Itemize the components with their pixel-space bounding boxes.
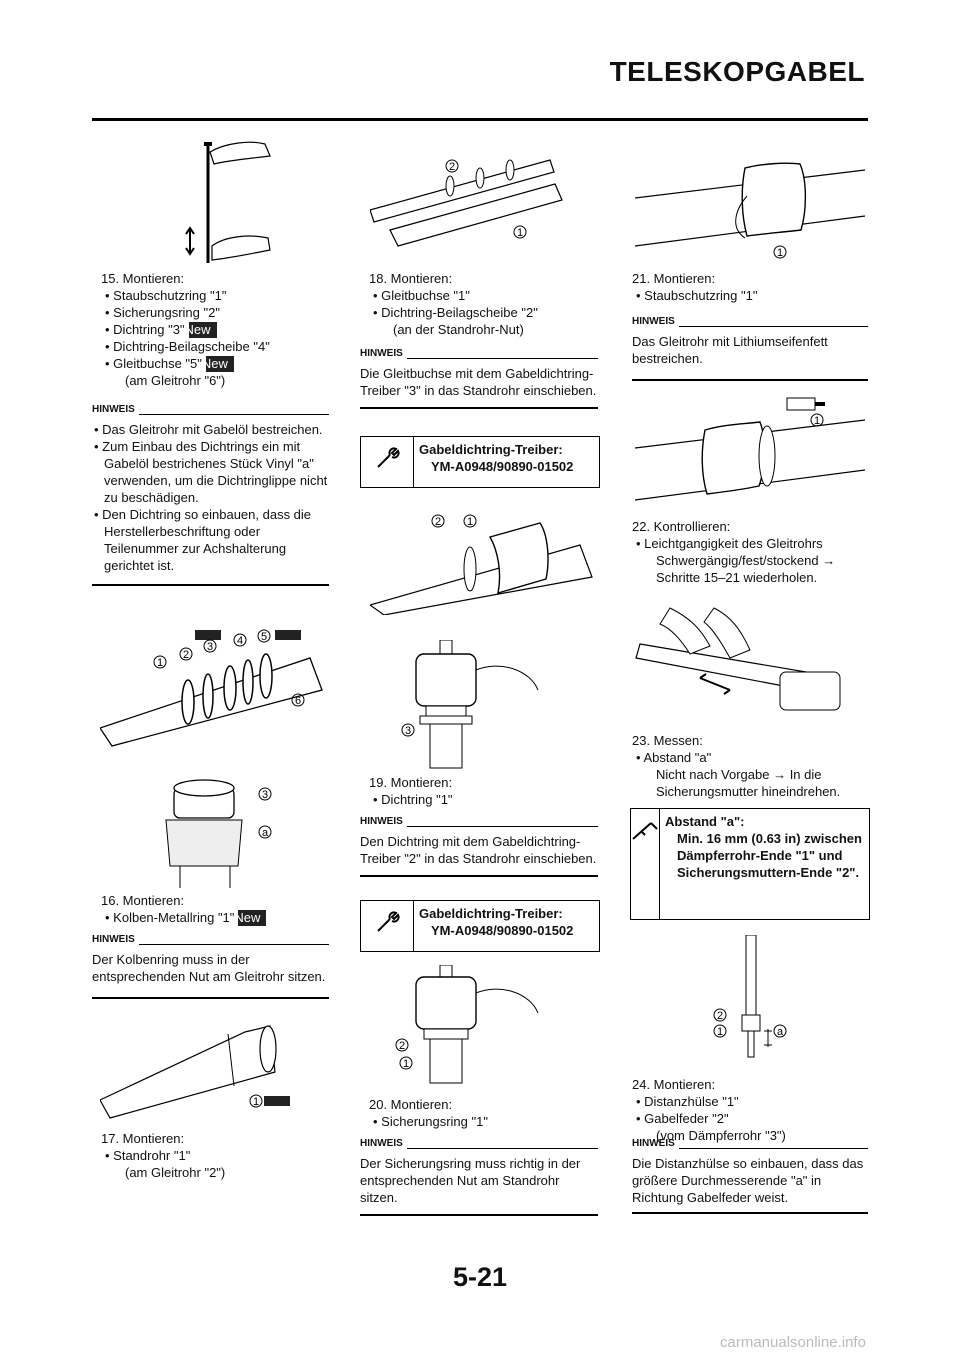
callout-3: 3	[206, 641, 214, 653]
step-item	[101, 321, 331, 338]
page-title: TELESKOPGABEL	[609, 56, 865, 87]
callout-1: 1	[716, 1026, 724, 1038]
callout-1: 1	[466, 516, 474, 528]
step-cont: (am Gleitrohr "2")	[125, 1165, 226, 1180]
step-22	[632, 518, 862, 586]
note-15	[92, 404, 329, 586]
callout-5: 5	[260, 631, 268, 643]
step-item: • Sicherungsring "2"	[101, 304, 331, 321]
step-cont: (vom Dämpferrohr "3")	[656, 1128, 786, 1143]
step-title: 20. Montieren:	[369, 1097, 453, 1112]
item-text: Kolben-Metallring "1"	[113, 910, 235, 925]
spec-tool-1	[360, 436, 600, 488]
header-rule	[92, 118, 868, 121]
figure-driver-2	[390, 965, 540, 1085]
step-cont: (an der Standrohr-Nut)	[393, 322, 524, 337]
step-title: 19. Montieren:	[369, 775, 453, 790]
spec-value: Min. 16 mm (0.63 in) zwischen Dämpferrohr-Ende "1" und Sicherungsmuttern-Ende "2".	[677, 831, 862, 880]
note-label: HINWEIS	[92, 934, 135, 945]
figure-gleitbuchse	[370, 150, 570, 250]
step-17	[101, 1130, 331, 1181]
step-item: • Staubschutzring "1"	[101, 287, 331, 304]
figure-grease	[635, 390, 865, 510]
note-24	[632, 1138, 868, 1214]
note-bullet: • Das Gleitrohr mit Gabelöl bestreichen.	[92, 421, 329, 438]
note-19	[360, 816, 598, 877]
wrench-icon	[374, 445, 400, 476]
step-title: 24. Montieren:	[632, 1077, 716, 1092]
step-item: • Dichtring-Beilagscheibe "2"	[369, 304, 599, 321]
callout-1: 1	[156, 657, 164, 669]
new-badge: New	[206, 356, 234, 372]
item-text: Dichtring "3"	[113, 322, 185, 337]
step-item: • Gleitbuchse "1"	[369, 287, 599, 304]
note-label: HINWEIS	[360, 348, 403, 359]
step-item: • Dichtring-Beilagscheibe "4"	[101, 338, 331, 355]
footer-url: carmanualsonline.info	[720, 1334, 866, 1351]
figure-gleitbuchse-install	[370, 505, 600, 615]
step-item: • Standrohr "1"	[101, 1147, 331, 1164]
wrench-icon	[374, 909, 400, 940]
note-label: HINWEIS	[92, 404, 135, 415]
callout-a: a	[776, 1026, 784, 1038]
callout-1: 1	[402, 1058, 410, 1070]
step-title: 22. Kontrollieren:	[632, 519, 731, 534]
callout-2: 2	[716, 1010, 724, 1022]
figure-vinyl-seal	[160, 770, 290, 890]
step-cont: Schwergängig/fest/stockend → Schritte 15–21 wiederholen.	[656, 553, 836, 585]
note-text: Die Distanzhülse so einbauen, dass das größere Durchmesserende "a" in Richtung Gabelfeder weist.	[632, 1156, 864, 1205]
note-text: Der Sicherungsring muss richtig in der entsprechenden Nut am Standrohr sitzen.	[360, 1156, 581, 1205]
step-19	[369, 774, 599, 808]
note-label: HINWEIS	[360, 1138, 403, 1149]
step-title: 15. Montieren:	[101, 271, 185, 286]
new-badge: New	[238, 910, 266, 926]
step-23	[632, 732, 862, 800]
new-badge: New	[189, 322, 217, 338]
figure-measure	[690, 935, 810, 1065]
callout-2: 2	[434, 516, 442, 528]
page-number: 5-21	[452, 1262, 508, 1292]
step-item: • Leichtgangigkeit des Gleitrohrs	[632, 535, 862, 552]
step-title: 18. Montieren:	[369, 271, 453, 286]
callout-2: 2	[182, 649, 190, 661]
callout-1: 1	[813, 415, 821, 427]
figure-fork-insert	[170, 138, 280, 266]
spec-title: Abstand "a":	[665, 814, 745, 829]
step-21	[632, 270, 862, 304]
callout-6: 6	[294, 695, 302, 707]
note-bullet: • Zum Einbau des Dichtrings ein mit Gabelöl bestrichenes Stück Vinyl "a" verwenden, um die Dichtringlippe nicht zu beschädigen.	[92, 438, 329, 506]
note-21	[632, 316, 868, 381]
note-bullet: • Den Dichtring so einbauen, dass die Herstellerbeschriftung oder Teilenummer zur Achshalterung gerichtet ist.	[92, 506, 329, 574]
spec-title: Gabeldichtring-Treiber:	[419, 442, 563, 457]
callout-3: 3	[261, 789, 269, 801]
step-item: • Abstand "a"	[632, 749, 862, 766]
note-text: Der Kolbenring muss in der entsprechenden Nut am Gleitrohr sitzen.	[92, 952, 326, 984]
spec-value: YM-A0948/90890-01502	[431, 923, 574, 938]
callout-1: 1	[252, 1096, 260, 1108]
step-20	[369, 1096, 599, 1130]
note-label: HINWEIS	[360, 816, 403, 827]
step-item: • Sicherungsring "1"	[369, 1113, 599, 1130]
note-text: Den Dichtring mit dem Gabeldichtring-Treiber "2" in das Standrohr einschieben.	[360, 834, 597, 866]
step-16	[101, 892, 331, 926]
step-item: • Gabelfeder "2"	[632, 1110, 862, 1127]
figure-seal-parts	[100, 620, 330, 750]
spec-abstand	[630, 808, 870, 920]
note-text: Die Gleitbuchse mit dem Gabeldichtring-Treiber "3" in das Standrohr einschieben.	[360, 366, 597, 398]
callout-a: a	[261, 827, 269, 839]
callout-4: 4	[236, 635, 244, 647]
callout-2: 2	[398, 1040, 406, 1052]
step-item: • Distanzhülse "1"	[632, 1093, 862, 1110]
caliper-icon	[631, 817, 659, 848]
callout-3: 3	[404, 725, 412, 737]
note-18	[360, 348, 598, 409]
spec-value: YM-A0948/90890-01502	[431, 459, 574, 474]
step-title: 23. Messen:	[632, 733, 703, 748]
figure-standrohr	[100, 1010, 300, 1120]
note-label: HINWEIS	[632, 1138, 675, 1149]
step-title: 17. Montieren:	[101, 1131, 185, 1146]
note-text: Das Gleitrohr mit Lithiumseifenfett bestreichen.	[632, 334, 828, 366]
figure-check-smooth	[630, 598, 870, 718]
step-item: • Staubschutzring "1"	[632, 287, 862, 304]
step-cont: Nicht nach Vorgabe → In die Sicherungsmutter hineindrehen.	[656, 767, 841, 799]
step-title: 21. Montieren:	[632, 271, 716, 286]
spec-title: Gabeldichtring-Treiber:	[419, 906, 563, 921]
figure-driver-1	[390, 640, 540, 770]
step-item	[101, 355, 331, 372]
step-15	[101, 270, 331, 389]
callout-1: 1	[516, 227, 524, 239]
note-label: HINWEIS	[632, 316, 675, 327]
spec-tool-2	[360, 900, 600, 952]
step-18	[369, 270, 599, 338]
step-item	[101, 909, 331, 926]
item-text: Gleitbuchse "5"	[113, 356, 202, 371]
step-item: • Dichtring "1"	[369, 791, 599, 808]
note-16	[92, 934, 329, 999]
figure-staubschutzring	[635, 150, 865, 260]
step-24	[632, 1076, 862, 1144]
step-cont: (am Gleitrohr "6")	[125, 373, 226, 388]
step-title: 16. Montieren:	[101, 893, 185, 908]
note-20	[360, 1138, 598, 1216]
callout-1: 1	[776, 247, 784, 259]
callout-2: 2	[448, 161, 456, 173]
